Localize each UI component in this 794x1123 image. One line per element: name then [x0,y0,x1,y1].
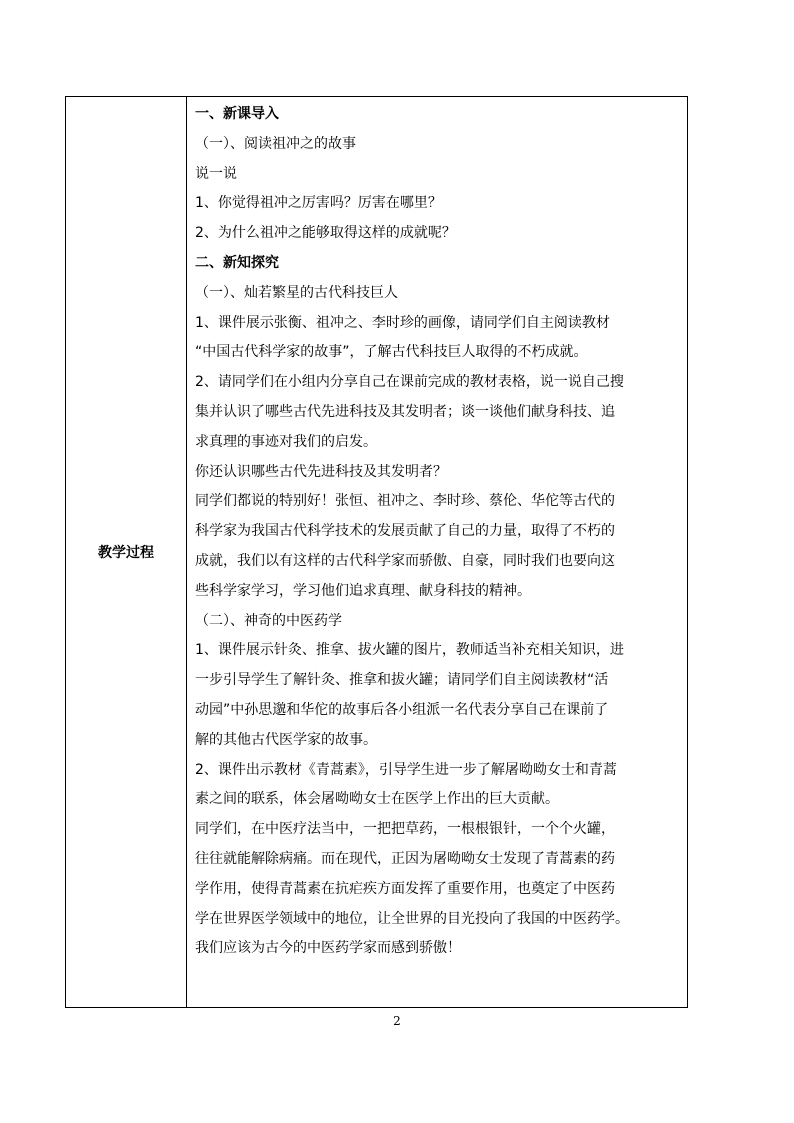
content-line: 动园”中孙思邈和华佗的故事后各小组派一名代表分享自己在课前了 [195,701,609,718]
content-line: 2、为什么祖冲之能够取得这样的成就呢？ [195,225,456,242]
content-line: 解的其他古代医学家的故事。 [195,731,377,748]
content-line: 你还认识哪些古代先进科技及其发明者？ [195,463,447,480]
content-line: 同学们都说的特别好！张恒、祖冲之、李时珍、蔡伦、华佗等古代的 [195,493,615,510]
page-number: 2 [393,1014,401,1028]
content-line: 科学家为我国古代科学技术的发展贡献了自己的力量，取得了不朽的 [195,523,615,540]
content-line: 说一说 [195,165,237,182]
content-line: 我们应该为古今的中医药学家而感到骄傲！ [195,940,461,957]
table-row [66,97,688,1008]
content-line: “中国古代科学家的故事”，了解古代科技巨人取得的不朽成就。 [195,344,588,361]
content-line: 2、请同学们在小组内分享自己在课前完成的教材表格，说一说自己搜 [195,374,624,391]
section-heading: 一、新课导入 [195,106,279,122]
content-line: （二）、神奇的中医药学 [195,612,342,629]
content-line: 集并认识了哪些古代先进科技及其发明者；谈一谈他们献身科技、追 [195,403,615,420]
content-line: 成就，我们以有这样的古代科学家而骄傲、自豪，同时我们也要向这 [195,552,615,569]
content-line: （一）、灿若繁星的古代科技巨人 [195,284,398,301]
content-line: 同学们，在中医疗法当中，一把把草药，一根根银针，一个个火罐， [195,821,615,838]
section-heading: 二、新知探究 [195,254,279,271]
row-label-cell [66,97,187,1008]
content-line: 学在世界医学领域中的地位，让全世界的目光投向了我国的中医药学。 [195,910,629,927]
content-line: （一）、阅读祖冲之的故事 [195,135,356,152]
content-line: 2、课件出示教材《青蒿素》，引导学生进一步了解屠呦呦女士和青蒿 [195,761,617,778]
content-cell [187,97,688,1008]
content-lines [187,97,687,964]
content-line: 些科学家学习，学习他们追求真理、献身科技的精神。 [195,582,531,599]
row-label: 教学过程 [98,545,154,561]
content-line: 1、课件展示针灸、推拿、拔火罐的图片，教师适当补充相关知识，进 [195,642,624,659]
content-line: 往往就能解除病痛。而在现代，正因为屠呦呦女士发现了青蒿素的药 [195,850,615,867]
content-line: 求真理的事迹对我们的启发。 [195,433,377,450]
content-line: 一步引导学生了解针灸、推拿和拔火罐；请同学们自主阅读教材“活 [195,672,609,689]
content-line: 1、课件展示张衡、祖冲之、李时珍的画像，请同学们自主阅读教材 [195,314,610,331]
content-line: 1、你觉得祖冲之厉害吗？厉害在哪里？ [195,195,442,212]
content-line: 素之间的联系，体会屠呦呦女士在医学上作出的巨大贡献。 [195,791,559,808]
lesson-plan-table [65,96,688,1008]
content-line: 学作用，使得青蒿素在抗疟疾方面发挥了重要作用，也奠定了中医药 [195,880,615,897]
